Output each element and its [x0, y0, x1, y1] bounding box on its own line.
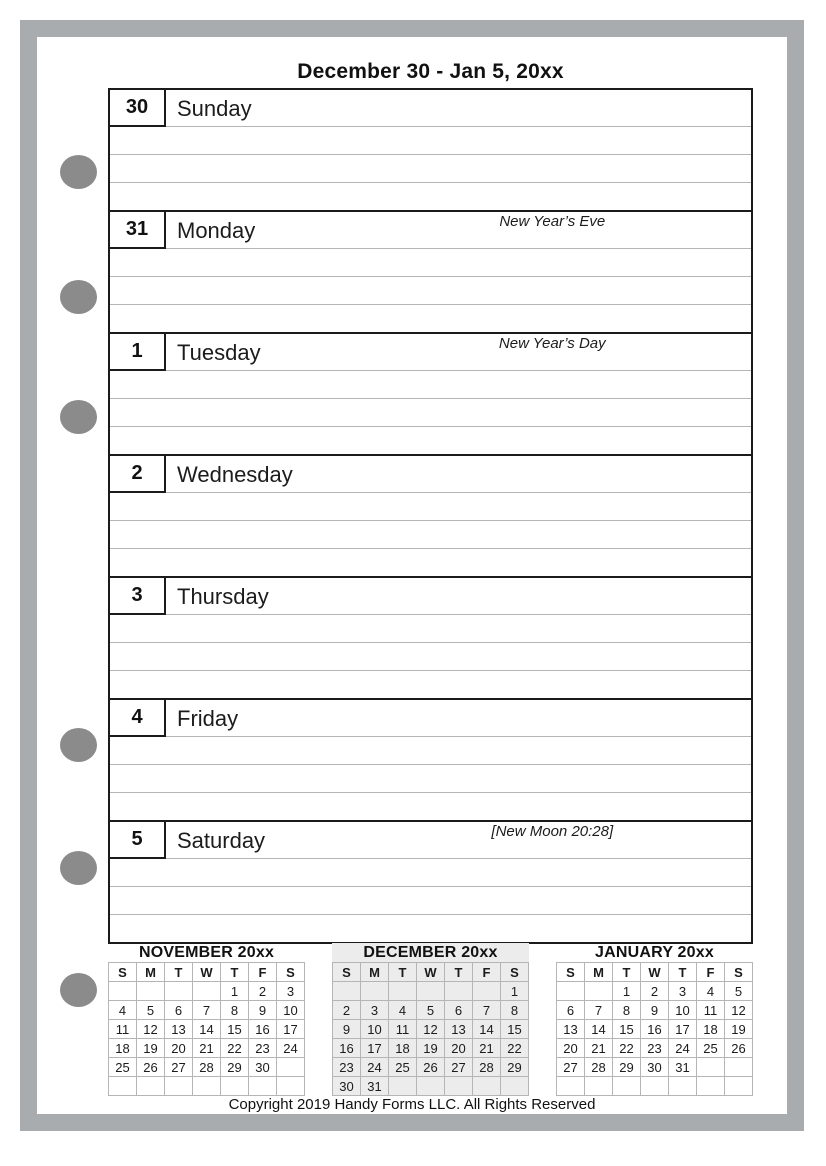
date-cell: 14 — [473, 1020, 501, 1039]
binder-hole — [60, 728, 97, 762]
date-cell — [193, 1077, 221, 1096]
date-number-box — [110, 334, 166, 371]
date-cell — [557, 1077, 585, 1096]
date-cell: 1 — [613, 982, 641, 1001]
dow-cell: S — [725, 963, 753, 982]
ruled-line — [110, 276, 751, 277]
date-number-box — [110, 578, 166, 615]
date-cell: 6 — [557, 1001, 585, 1020]
day-name: Saturday — [177, 828, 266, 853]
date-cell: 26 — [725, 1039, 753, 1058]
dow-cell: W — [417, 963, 445, 982]
dow-cell: T — [669, 963, 697, 982]
date-cell: 17 — [361, 1039, 389, 1058]
date-cell: 24 — [277, 1039, 305, 1058]
date-cell — [361, 982, 389, 1001]
date-cell: 10 — [361, 1020, 389, 1039]
mini-calendar-november — [108, 943, 305, 1096]
mini-calendar-grid — [556, 962, 753, 1096]
dow-cell: M — [361, 963, 389, 982]
date-cell — [585, 1077, 613, 1096]
day-block-saturday — [110, 820, 751, 942]
date-cell: 16 — [249, 1020, 277, 1039]
date-cell: 5 — [725, 982, 753, 1001]
week-grid — [108, 88, 753, 944]
date-cell: 11 — [109, 1020, 137, 1039]
day-note: New Year’s Eve — [499, 213, 606, 230]
date-cell: 9 — [249, 1001, 277, 1020]
date-cell: 28 — [193, 1058, 221, 1077]
date-cell: 4 — [109, 1001, 137, 1020]
date-cell: 16 — [641, 1020, 669, 1039]
dow-cell: T — [221, 963, 249, 982]
date-number: 31 — [125, 218, 149, 240]
date-number-box — [110, 456, 166, 493]
date-cell: 13 — [165, 1020, 193, 1039]
date-cell: 9 — [333, 1020, 361, 1039]
date-cell: 30 — [333, 1077, 361, 1096]
dow-cell: S — [501, 963, 529, 982]
mini-calendar-december — [332, 943, 529, 1096]
date-number-box — [110, 212, 166, 249]
day-block-monday — [110, 210, 751, 332]
date-cell — [389, 1077, 417, 1096]
date-cell: 7 — [473, 1001, 501, 1020]
date-cell: 24 — [669, 1039, 697, 1058]
date-cell: 13 — [445, 1020, 473, 1039]
date-number-box — [110, 90, 166, 127]
mini-calendar-week-row — [557, 1039, 753, 1058]
ruled-line — [110, 886, 751, 887]
mini-calendar-title: DECEMBER 20xx — [363, 944, 498, 961]
date-cell — [669, 1077, 697, 1096]
mini-calendar-week-row — [557, 982, 753, 1001]
dow-cell: F — [249, 963, 277, 982]
date-cell: 15 — [501, 1020, 529, 1039]
date-cell — [137, 982, 165, 1001]
date-cell: 27 — [165, 1058, 193, 1077]
date-number: 5 — [131, 828, 143, 850]
mini-calendar-week-row — [557, 1058, 753, 1077]
date-number-box — [110, 700, 166, 737]
date-cell — [473, 982, 501, 1001]
date-cell: 25 — [109, 1058, 137, 1077]
date-cell — [277, 1077, 305, 1096]
ruled-line — [110, 858, 751, 859]
dow-cell: W — [193, 963, 221, 982]
mini-calendar-week-row — [333, 1001, 529, 1020]
dow-cell: F — [473, 963, 501, 982]
date-number: 3 — [131, 584, 143, 606]
date-cell: 18 — [389, 1039, 417, 1058]
day-block-friday — [110, 698, 751, 820]
date-cell — [193, 982, 221, 1001]
day-name: Monday — [177, 218, 256, 243]
date-cell — [221, 1077, 249, 1096]
ruled-line — [110, 914, 751, 915]
date-cell: 23 — [333, 1058, 361, 1077]
date-cell: 8 — [501, 1001, 529, 1020]
date-cell: 28 — [473, 1058, 501, 1077]
date-cell: 25 — [389, 1058, 417, 1077]
ruled-line — [110, 670, 751, 671]
mini-calendar-week-row — [109, 982, 305, 1001]
date-cell: 25 — [697, 1039, 725, 1058]
mini-calendar-grid — [332, 962, 529, 1096]
day-note: New Year’s Day — [498, 335, 606, 352]
copyright: Copyright 2019 Handy Forms LLC. All Rights Reserved — [228, 1096, 596, 1113]
ruled-line — [110, 304, 751, 305]
date-cell: 10 — [277, 1001, 305, 1020]
date-cell: 20 — [557, 1039, 585, 1058]
date-cell — [417, 982, 445, 1001]
date-cell: 21 — [473, 1039, 501, 1058]
date-cell: 4 — [389, 1001, 417, 1020]
date-cell: 11 — [389, 1020, 417, 1039]
date-cell: 29 — [501, 1058, 529, 1077]
date-cell: 19 — [725, 1020, 753, 1039]
ruled-line — [110, 182, 751, 183]
mini-calendar-week-row — [109, 1058, 305, 1077]
date-cell — [277, 1058, 305, 1077]
mini-calendar-week-row — [109, 1001, 305, 1020]
date-cell: 6 — [445, 1001, 473, 1020]
dow-cell: S — [109, 963, 137, 982]
date-cell: 31 — [669, 1058, 697, 1077]
dow-cell: T — [165, 963, 193, 982]
date-cell — [389, 982, 417, 1001]
date-cell: 17 — [277, 1020, 305, 1039]
date-cell: 29 — [613, 1058, 641, 1077]
date-cell: 18 — [697, 1020, 725, 1039]
day-name: Friday — [177, 706, 239, 731]
date-cell: 15 — [613, 1020, 641, 1039]
date-cell: 8 — [221, 1001, 249, 1020]
date-cell: 20 — [165, 1039, 193, 1058]
date-cell: 2 — [641, 982, 669, 1001]
date-cell: 1 — [221, 982, 249, 1001]
date-cell: 13 — [557, 1020, 585, 1039]
mini-calendar-week-row — [557, 1020, 753, 1039]
day-note: [New Moon 20:28] — [491, 823, 614, 840]
date-cell: 21 — [585, 1039, 613, 1058]
date-cell: 5 — [417, 1001, 445, 1020]
date-cell: 27 — [557, 1058, 585, 1077]
day-name: Thursday — [177, 584, 269, 609]
date-cell: 26 — [137, 1058, 165, 1077]
mini-calendar-week-row — [333, 982, 529, 1001]
ruled-line — [110, 426, 751, 427]
date-cell: 30 — [249, 1058, 277, 1077]
binder-hole — [60, 155, 97, 189]
dow-cell: T — [445, 963, 473, 982]
date-cell: 22 — [221, 1039, 249, 1058]
mini-calendar-title: JANUARY 20xx — [595, 944, 714, 961]
date-cell — [137, 1077, 165, 1096]
ruled-line — [110, 764, 751, 765]
dow-cell: W — [641, 963, 669, 982]
ruled-line — [110, 154, 751, 155]
mini-calendars — [108, 943, 753, 1096]
ruled-line — [110, 642, 751, 643]
date-cell: 20 — [445, 1039, 473, 1058]
date-cell: 17 — [669, 1020, 697, 1039]
date-cell: 18 — [109, 1039, 137, 1058]
date-cell: 19 — [417, 1039, 445, 1058]
date-cell: 24 — [361, 1058, 389, 1077]
date-cell: 12 — [725, 1001, 753, 1020]
date-cell — [697, 1058, 725, 1077]
day-name: Wednesday — [177, 462, 293, 487]
mini-calendar-week-row — [333, 1039, 529, 1058]
day-block-sunday — [110, 88, 751, 210]
date-cell — [249, 1077, 277, 1096]
date-cell: 19 — [137, 1039, 165, 1058]
date-cell — [445, 982, 473, 1001]
date-cell — [165, 1077, 193, 1096]
date-cell: 21 — [193, 1039, 221, 1058]
date-cell — [109, 982, 137, 1001]
mini-calendar-week-row — [333, 1058, 529, 1077]
dow-cell: S — [557, 963, 585, 982]
ruled-line — [110, 548, 751, 549]
date-cell: 5 — [137, 1001, 165, 1020]
date-cell — [501, 1077, 529, 1096]
ruled-line — [110, 248, 751, 249]
date-cell — [417, 1077, 445, 1096]
date-cell — [613, 1077, 641, 1096]
mini-calendar-week-row — [333, 1077, 529, 1096]
date-cell: 28 — [585, 1058, 613, 1077]
date-cell: 12 — [417, 1020, 445, 1039]
binder-hole — [60, 851, 97, 885]
date-cell — [725, 1077, 753, 1096]
ruled-line — [110, 736, 751, 737]
dow-cell: M — [585, 963, 613, 982]
date-number-box — [110, 822, 166, 859]
mini-calendar-week-row — [109, 1039, 305, 1058]
ruled-line — [110, 370, 751, 371]
date-cell — [641, 1077, 669, 1096]
binder-hole — [60, 280, 97, 314]
mini-calendar-title: NOVEMBER 20xx — [138, 944, 275, 961]
ruled-line — [110, 792, 751, 793]
date-cell — [473, 1077, 501, 1096]
page-title: December 30 - Jan 5, 20xx — [297, 60, 564, 83]
date-cell: 22 — [501, 1039, 529, 1058]
date-cell: 7 — [193, 1001, 221, 1020]
dow-cell: S — [333, 963, 361, 982]
mini-calendar-week-row — [109, 1020, 305, 1039]
date-cell: 15 — [221, 1020, 249, 1039]
mini-calendar-header-row — [557, 963, 753, 982]
ruled-line — [110, 520, 751, 521]
binder-hole — [60, 973, 97, 1007]
date-cell: 10 — [669, 1001, 697, 1020]
day-block-wednesday — [110, 454, 751, 576]
date-cell — [333, 982, 361, 1001]
ruled-line — [110, 614, 751, 615]
date-cell: 26 — [417, 1058, 445, 1077]
date-cell — [725, 1058, 753, 1077]
date-number: 4 — [131, 706, 143, 728]
date-cell: 12 — [137, 1020, 165, 1039]
date-cell: 31 — [361, 1077, 389, 1096]
dow-cell: T — [389, 963, 417, 982]
date-cell: 14 — [585, 1020, 613, 1039]
date-cell: 14 — [193, 1020, 221, 1039]
day-name: Tuesday — [177, 340, 261, 365]
dow-cell: S — [277, 963, 305, 982]
mini-calendar-week-row — [557, 1001, 753, 1020]
date-cell: 3 — [277, 982, 305, 1001]
date-cell: 30 — [641, 1058, 669, 1077]
date-cell: 6 — [165, 1001, 193, 1020]
date-cell: 29 — [221, 1058, 249, 1077]
mini-calendar-week-row — [333, 1020, 529, 1039]
day-block-thursday — [110, 576, 751, 698]
date-number: 2 — [131, 462, 143, 484]
date-number: 30 — [125, 96, 149, 118]
date-number: 1 — [131, 340, 143, 362]
date-cell: 9 — [641, 1001, 669, 1020]
mini-calendar-header-row — [109, 963, 305, 982]
date-cell — [585, 982, 613, 1001]
date-cell: 23 — [249, 1039, 277, 1058]
date-cell: 2 — [249, 982, 277, 1001]
date-cell: 8 — [613, 1001, 641, 1020]
ruled-line — [110, 492, 751, 493]
date-cell: 27 — [445, 1058, 473, 1077]
mini-calendar-week-row — [109, 1077, 305, 1096]
mini-calendar-week-row — [557, 1077, 753, 1096]
date-cell — [697, 1077, 725, 1096]
date-cell: 16 — [333, 1039, 361, 1058]
date-cell: 3 — [669, 982, 697, 1001]
date-cell — [165, 982, 193, 1001]
date-cell: 1 — [501, 982, 529, 1001]
day-block-tuesday — [110, 332, 751, 454]
ruled-line — [110, 398, 751, 399]
date-cell: 11 — [697, 1001, 725, 1020]
ruled-line — [110, 126, 751, 127]
binder-hole — [60, 400, 97, 434]
date-cell: 3 — [361, 1001, 389, 1020]
dow-cell: T — [613, 963, 641, 982]
date-cell — [109, 1077, 137, 1096]
day-name: Sunday — [177, 96, 252, 121]
mini-calendar-header-row — [333, 963, 529, 982]
date-cell: 2 — [333, 1001, 361, 1020]
date-cell — [557, 982, 585, 1001]
mini-calendar-january — [556, 943, 753, 1096]
dow-cell: M — [137, 963, 165, 982]
dow-cell: F — [697, 963, 725, 982]
date-cell — [445, 1077, 473, 1096]
date-cell: 22 — [613, 1039, 641, 1058]
mini-calendar-grid — [108, 962, 305, 1096]
date-cell: 4 — [697, 982, 725, 1001]
date-cell: 23 — [641, 1039, 669, 1058]
date-cell: 7 — [585, 1001, 613, 1020]
